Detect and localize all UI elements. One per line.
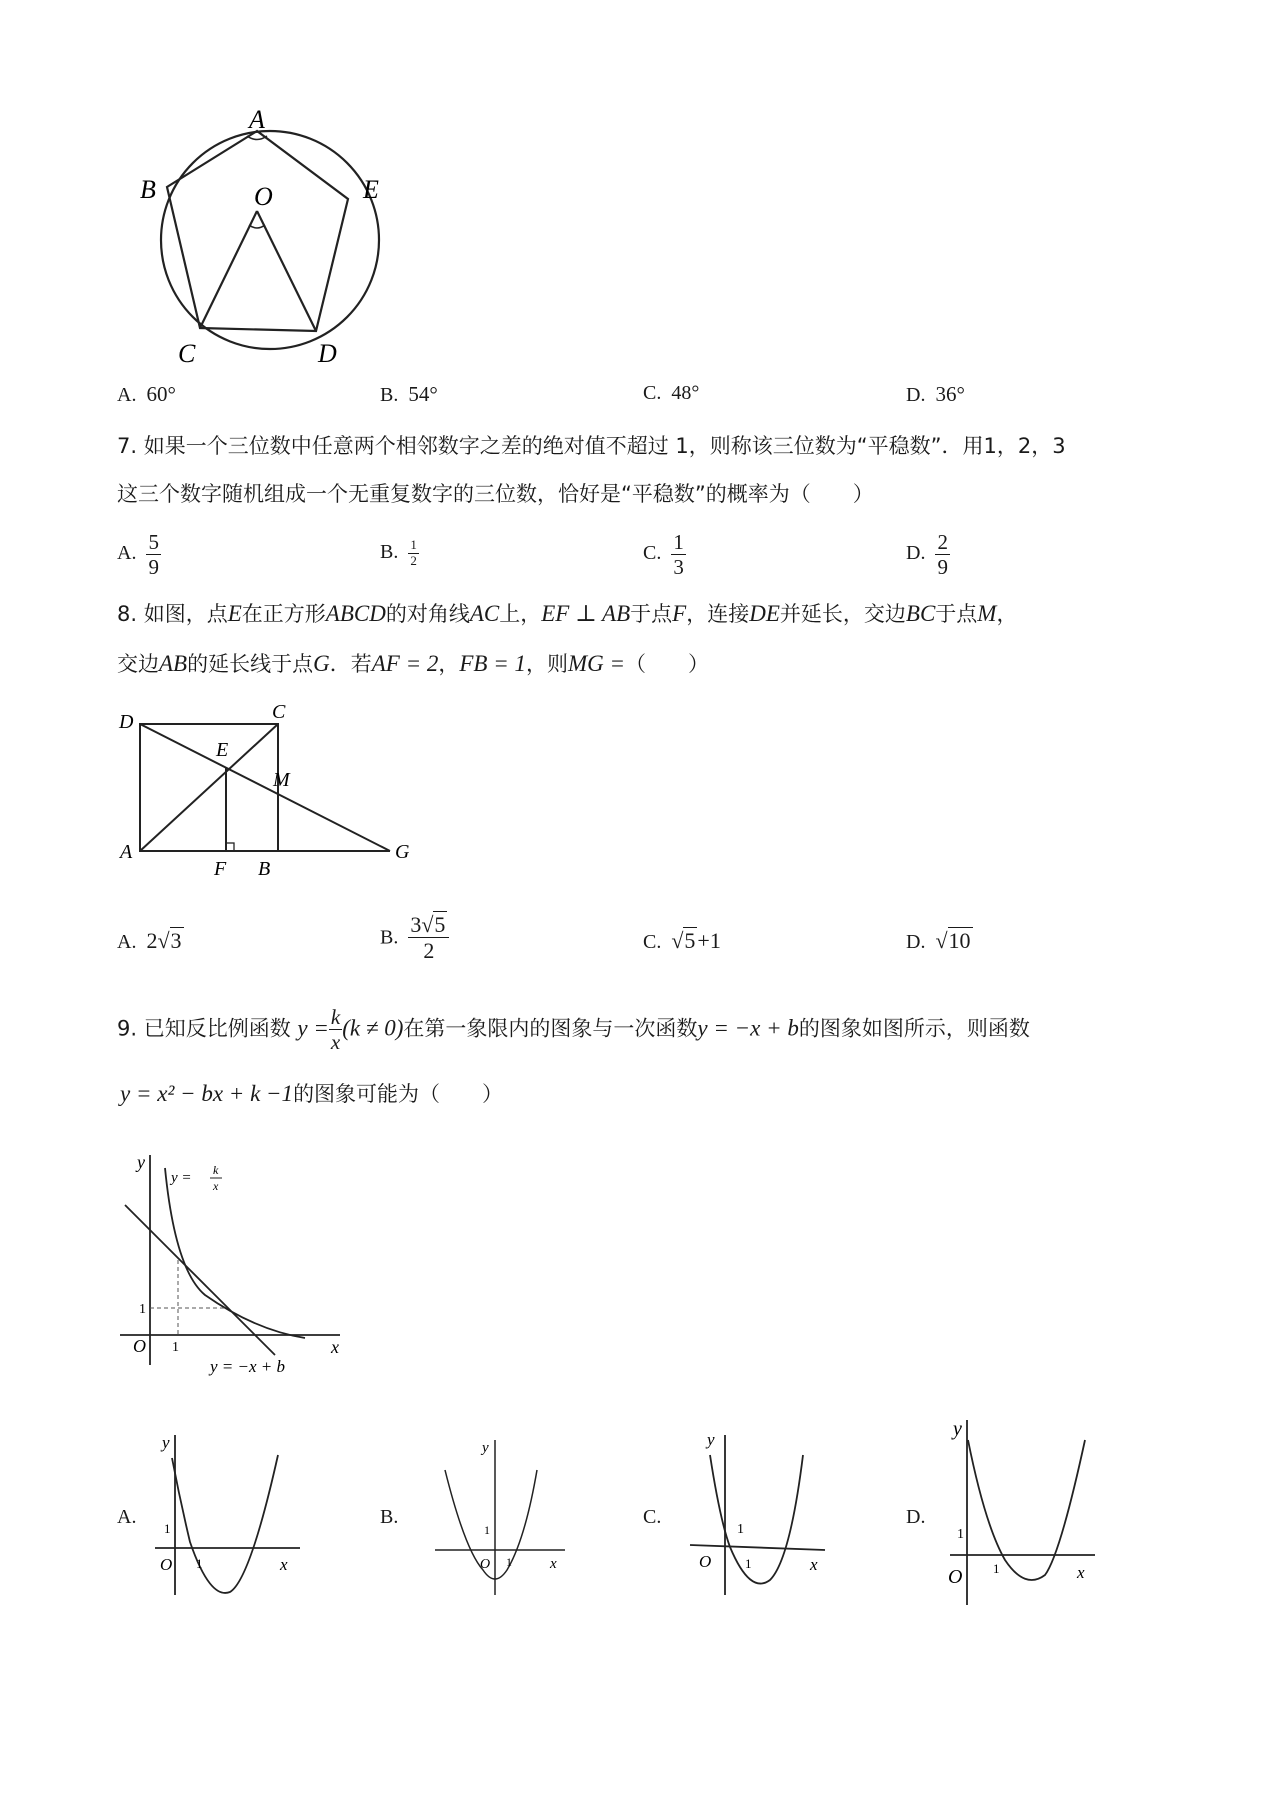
q8-label-g: G [395, 841, 410, 863]
q8-question-line2: 交边AB的延长线于点G．若AF = 2，FB = 1，则MG =（ ） [117, 651, 710, 676]
q7-question-line1: 7. 如果一个三位数中任意两个相邻数字之差的绝对值不超过 1，则称该三位数为“平稳数”．用1，2，3 [117, 434, 1066, 458]
q8-label-b: B [258, 858, 271, 880]
q9-option-b-letter: B. [380, 1506, 399, 1528]
q7-question-line2: 这三个数字随机组成一个无重复数字的三位数，恰好是“平稳数”的概率为（ ） [117, 482, 874, 506]
q9-given-one-y: 1 [139, 1302, 146, 1317]
svg-text:1: 1 [745, 1556, 752, 1571]
q8-diagonal-ac [140, 724, 278, 851]
q9-option-d-letter: D. [906, 1506, 926, 1528]
q8-option-c: C. √5+1 [643, 928, 721, 953]
svg-text:1: 1 [484, 1523, 490, 1537]
q9-hyperbola [165, 1168, 305, 1338]
svg-text:O: O [699, 1552, 712, 1571]
q6-option-b: B. 54° [380, 382, 438, 406]
q9-given-hyperbola-label: y = [171, 1170, 192, 1186]
q6-radius-od [257, 211, 316, 331]
q9-given-x-label: x [331, 1337, 339, 1357]
q8-right-angle-mark [226, 843, 234, 851]
q9-given-origin: O [133, 1336, 146, 1356]
svg-text:O: O [948, 1566, 963, 1588]
q6-radius-oc [200, 211, 257, 328]
svg-text:y: y [482, 1440, 489, 1456]
q6-label-c: C [178, 339, 196, 368]
svg-text:x: x [1077, 1563, 1085, 1582]
q6-label-e: E [363, 175, 379, 204]
q6-pentagon-figure [130, 105, 410, 370]
q8-line-dg [140, 724, 390, 851]
svg-text:x: x [550, 1556, 557, 1572]
q8-square-figure [110, 700, 430, 880]
q9-given-one-x: 1 [172, 1340, 179, 1355]
q6-label-o: O [254, 182, 273, 211]
svg-text:1: 1 [506, 1555, 512, 1569]
q8-option-d: D. √10 [906, 928, 971, 953]
q6-option-d: D. 36° [906, 382, 965, 406]
q7-option-a: A. $\frac{5}{9}$ [117, 530, 159, 580]
q9-option-c-graph [685, 1425, 835, 1605]
q9-question-line2: y = x² − bx + k −1的图象可能为（ ） [120, 1081, 504, 1106]
q8-label-f: F [214, 858, 227, 880]
q6-label-a: A [249, 105, 265, 134]
q6-label-b: B [140, 175, 156, 204]
svg-text:1: 1 [957, 1527, 964, 1542]
q9-option-a-graph [150, 1430, 310, 1610]
svg-text:1: 1 [196, 1556, 203, 1571]
svg-text:x: x [280, 1555, 288, 1574]
q6-angle-o-mark [249, 225, 265, 228]
q9-given-graph [115, 1150, 345, 1380]
q8-label-m: M [273, 769, 290, 791]
q9-option-d-graph [945, 1415, 1105, 1615]
q8-option-a: A. 2√3 [117, 928, 182, 953]
svg-text:x: x [810, 1555, 818, 1574]
q8-label-d: D [119, 711, 134, 733]
q7-option-d: D. $\frac{2}{9}$ [906, 530, 948, 580]
q9-given-line-label: y = −x + b [210, 1357, 286, 1376]
svg-text:O: O [160, 1555, 173, 1574]
svg-text:y: y [707, 1430, 715, 1449]
svg-text:1: 1 [993, 1561, 1000, 1576]
q7-option-c: C. $\frac{1}{3}$ [643, 530, 684, 580]
svg-text:1: 1 [737, 1522, 744, 1537]
q9-given-y-label: y [137, 1152, 145, 1172]
svg-text:1: 1 [164, 1521, 171, 1536]
q6-label-d: D [318, 339, 337, 368]
svg-text:y: y [162, 1433, 170, 1452]
q8-label-e: E [216, 739, 229, 761]
q9-option-c-letter: C. [643, 1506, 662, 1528]
q9-option-a-letter: A. [117, 1506, 137, 1528]
q8-label-a: A [120, 841, 133, 863]
svg-text:y: y [953, 1418, 962, 1440]
svg-text:O: O [480, 1557, 491, 1572]
q7-option-b: B. $\frac{1}{2}$ [380, 537, 417, 568]
q8-label-c: C [272, 701, 286, 723]
q6-option-c: C. 48° [643, 382, 700, 404]
q9-given-hyperbola-x: x [213, 1179, 219, 1193]
q9-linear-line [125, 1205, 275, 1355]
q6-circle [161, 131, 379, 349]
q8-question-line1: 8. 如图，点E在正方形ABCD的对角线AC上，EF ⊥ AB于点F，连接DE并延长，交边BC于点M， [117, 601, 1018, 626]
q6-option-a: A. 60° [117, 382, 176, 406]
q9-given-hyperbola-k: k [213, 1163, 219, 1177]
q9-question-line1: 9. 已知反比例函数 y = $\frac{k}{x}$ (k ≠ 0)在第一象限内的图象与一次函数y = −x + b的图象如图所示，则函数 [117, 1005, 1030, 1055]
q8-option-b: B. $\frac{3√5}{2}$ [380, 912, 449, 964]
q9-option-b-graph [425, 1430, 575, 1610]
